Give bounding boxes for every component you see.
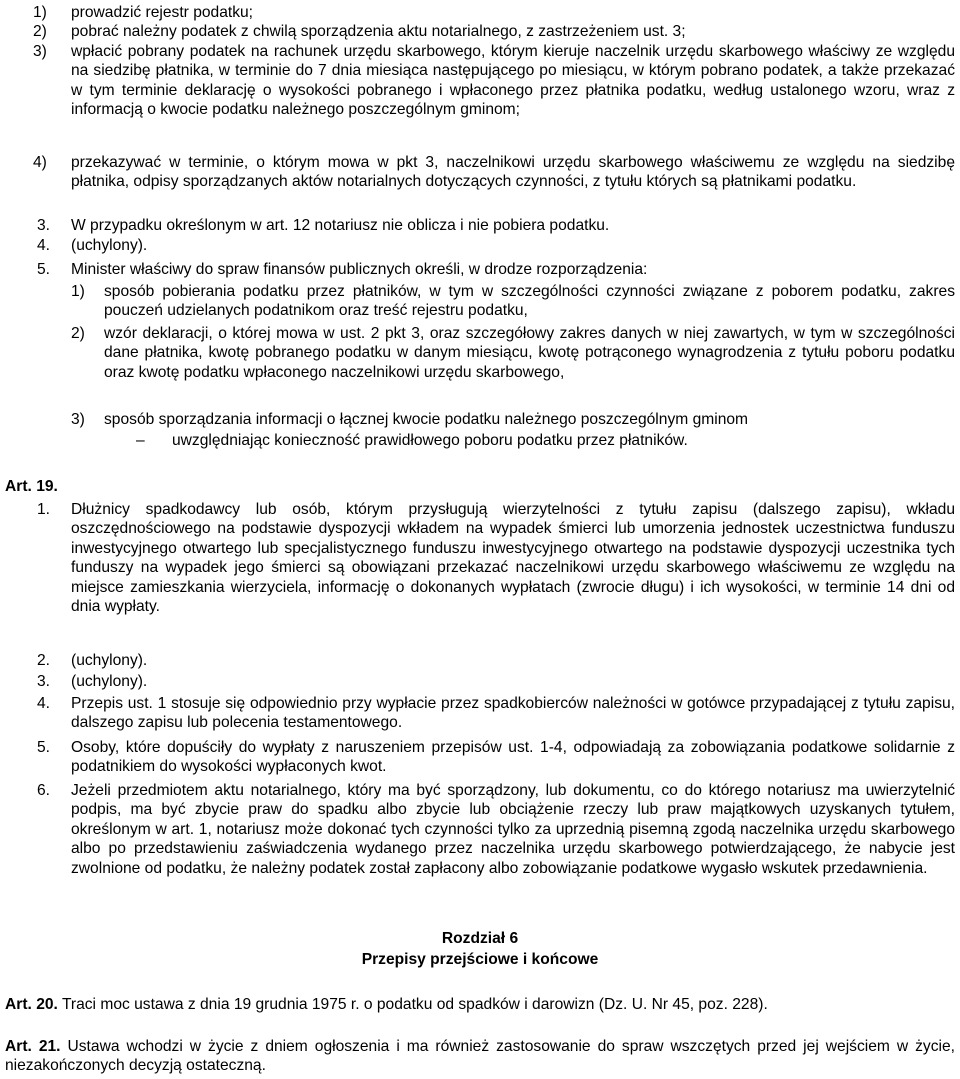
- paragraph-text: (uchylony).: [71, 673, 148, 690]
- list-number: 1): [33, 4, 47, 21]
- list-number: 3): [33, 43, 47, 60]
- article-text: Ustawa wchodzi w życie z dniem ogłoszenia i ma również zastosowanie do spraw wszczętych przed jej wejściem w życie, niezakończonych decyzją ostateczną.: [5, 1038, 955, 1075]
- dash-mark: –: [136, 432, 145, 449]
- paragraph-number: 3.: [37, 217, 51, 234]
- paragraph-number: 5.: [37, 261, 51, 278]
- paragraph-number: 1.: [37, 501, 51, 518]
- dash-line-text: uwzględniając konieczność prawidłowego poboru podatku przez płatników.: [172, 432, 688, 449]
- paragraph-text: Osoby, które dopuściły do wypłaty z naruszeniem przepisów ust. 1-4, odpowiadają za zobowiązania podatkowe solidarnie z podatnikiem do wysokości wypłaconych kwot.: [71, 739, 955, 776]
- article-label: Art. 19.: [5, 478, 58, 495]
- list-number: 2): [33, 23, 47, 40]
- paragraph-number: 3.: [37, 673, 51, 690]
- list-item-text: prowadzić rejestr podatku;: [71, 4, 254, 21]
- chapter-subtitle: Przepisy przejściowe i końcowe: [361, 951, 599, 968]
- list-item-text: przekazywać w terminie, o którym mowa w pkt 3, naczelnikowi urzędu skarbowego właściwemu ze względu na siedzibę płatnika, odpisy sporządzanych aktów notarialnych dotyczących czynności, z tytułu których są płatnikami podatku.: [71, 154, 955, 191]
- list-item-text: sposób sporządzania informacji o łącznej kwocie podatku należnego poszczególnym gminom: [104, 411, 749, 428]
- paragraph-text: Dłużnicy spadkodawcy lub osób, którym przysługują wierzytelności z tytułu zapisu (dalszego zapisu), wkładu oszczędnościowego na podstawie dyspozycji wkładem na wypadek śmierci lub umorzenia jednostek uczestnictwa funduszu inwestycyjnego otwartego lub specjalistycznego funduszu inwestycyjnego otwartego na podstawie dyspozycji uczestnika tych funduszy na wypadek jego śmierci są obowiązani przekazać naczelnikowi urzędu skarbowego właściwemu ze względu na miejsce zamieszkania wierzyciela, informację o dokonanych wypłatach (zwrocie długu) i ich wysokości, w terminie 14 dni od dnia wypłaty.: [71, 501, 955, 616]
- paragraph-number: 2.: [37, 652, 51, 669]
- list-item-text: pobrać należny podatek z chwilą sporządzenia aktu notarialnego, z zastrzeżeniem ust. 3;: [71, 23, 686, 40]
- article-label: Art. 20.: [5, 996, 58, 1013]
- list-item-text: wpłacić pobrany podatek na rachunek urzędu skarbowego, którym kieruje naczelnik urzędu skarbowego właściwy ze względu na siedzibę płatnika, w terminie do 7 dnia miesiąca następującego po miesiącu, w którym pobrano podatek, a także przekazać w tym terminie deklarację o wysokości pobranego i wpłaconego przez płatnika podatku, według ustalonego wzoru, wraz z informacją o kwocie podatku należnego poszczególnym gminom;: [71, 43, 955, 119]
- paragraph-text: Przepis ust. 1 stosuje się odpowiednio przy wypłacie przez spadkobierców należności w gotówce przypadającej z tytułu zapisu, dalszego zapisu lub polecenia testamentowego.: [71, 695, 955, 732]
- paragraph-text: (uchylony).: [71, 652, 148, 669]
- article-label: Art. 21.: [5, 1038, 61, 1055]
- paragraph-number: 4.: [37, 237, 51, 254]
- chapter-title: Rozdział 6: [441, 930, 519, 947]
- paragraph-text: Minister właściwy do spraw finansów publicznych określi, w drodze rozporządzenia:: [71, 261, 648, 278]
- list-number: 4): [33, 154, 47, 171]
- paragraph-number: 6.: [37, 782, 51, 799]
- article-text: Traci moc ustawa z dnia 19 grudnia 1975 r. o podatku od spadków i darowizn (Dz. U. Nr 45, poz. 228).: [61, 996, 768, 1013]
- article-20: [5, 995, 768, 1014]
- article-21: [5, 1037, 955, 1076]
- paragraph-text: (uchylony).: [71, 237, 148, 254]
- list-item-text: wzór deklaracji, o której mowa w ust. 2 pkt 3, oraz szczegółowy zakres danych w niej zawartych, w tym w szczególności dane płatnika, kwotę pobranego podatku w danym miesiącu, kwotę potrąconego wynagrodzenia z tytułu poboru podatku oraz kwotę podatku wpłaconego naczelnikowi urzędu skarbowego,: [104, 325, 955, 381]
- list-number: 1): [71, 283, 85, 300]
- list-item-text: sposób pobierania podatku przez płatników, w tym w szczególności czynności związane z poborem podatku, zakres pouczeń udzielanych podatnikom oraz treść rejestru podatku,: [104, 283, 955, 320]
- paragraph-number: 5.: [37, 739, 51, 756]
- paragraph-text: Jeżeli przedmiotem aktu notarialnego, który ma być sporządzony, lub dokumentu, co do którego notariusz ma uwierzytelnić podpis, ma być zbycie praw do spadku albo zbycie lub obciążenie rzeczy lub praw majątkowych uzyskanych tytułem, określonym w art. 1, notariusz może dokonać tych czynności tylko za uprzednią pisemną zgodą naczelnika urzędu skarbowego albo po przedstawieniu zaświadczenia wydanego przez naczelnika urzędu skarbowego potwierdzającego, że nabycie jest zwolnione od podatku, że należny podatek został zapłacony albo zobowiązanie podatkowe wygasło wskutek przedawnienia.: [71, 782, 955, 877]
- paragraph-number: 4.: [37, 695, 51, 712]
- paragraph-text: W przypadku określonym w art. 12 notariusz nie oblicza i nie pobiera podatku.: [71, 217, 610, 234]
- list-number: 3): [71, 411, 85, 428]
- list-number: 2): [71, 325, 85, 342]
